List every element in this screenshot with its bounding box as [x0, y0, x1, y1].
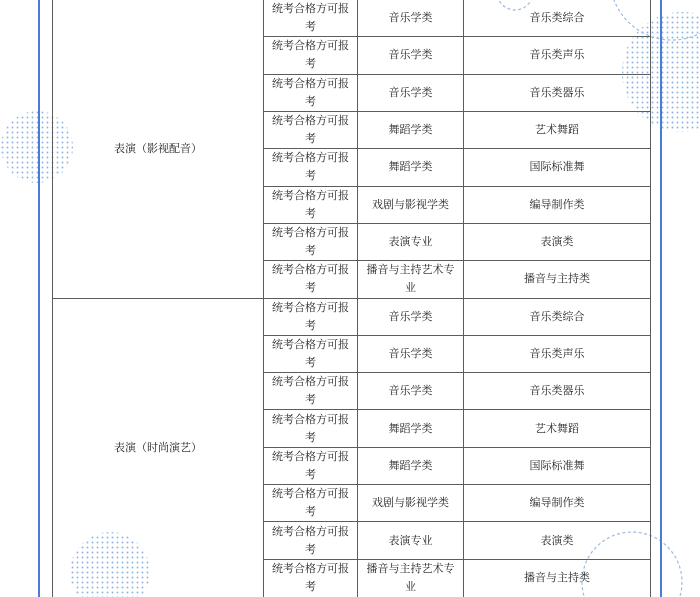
requirement-text: 统考合格方可报考 [272, 487, 349, 519]
requirement-text: 统考合格方可报考 [272, 412, 349, 444]
category-cell [358, 336, 464, 373]
major-cell [53, 0, 264, 299]
requirement-text: 统考合格方可报考 [272, 300, 349, 332]
category-text: 戏剧与影视学类 [372, 496, 449, 510]
requirement-cell [264, 261, 358, 298]
exam-type-text: 音乐类器乐 [529, 384, 585, 398]
exam-type-text: 表演类 [540, 235, 574, 249]
exam-type-text: 音乐类综合 [529, 11, 585, 25]
exam-type-text: 音乐类器乐 [529, 85, 585, 99]
category-text: 音乐学类 [388, 309, 433, 323]
requirement-cell [264, 560, 358, 597]
requirement-cell [264, 187, 358, 224]
category-cell [358, 112, 464, 149]
exam-type-text: 编导制作类 [529, 197, 585, 211]
requirement-text: 统考合格方可报考 [272, 263, 349, 295]
category-text: 播音与主持艺术专业 [366, 562, 455, 594]
category-cell [358, 373, 464, 410]
exam-type-cell [464, 37, 651, 74]
left-border-line [38, 0, 40, 597]
category-cell [358, 560, 464, 597]
requirement-text: 统考合格方可报考 [272, 39, 349, 71]
exam-type-text: 音乐类声乐 [529, 346, 585, 360]
requirement-text: 统考合格方可报考 [272, 449, 349, 481]
requirement-cell [264, 448, 358, 485]
major-cell [53, 299, 264, 597]
exam-type-cell [464, 75, 651, 112]
requirement-text: 统考合格方可报考 [272, 188, 349, 220]
requirement-text: 统考合格方可报考 [272, 2, 349, 34]
category-text: 舞蹈学类 [388, 421, 433, 435]
requirement-text: 统考合格方可报考 [272, 524, 349, 556]
exam-type-cell [464, 522, 651, 559]
requirement-cell [264, 112, 358, 149]
exam-type-text: 音乐类声乐 [529, 48, 585, 62]
requirement-cell [264, 37, 358, 74]
category-cell [358, 261, 464, 298]
category-text: 播音与主持艺术专业 [366, 263, 455, 295]
exam-type-cell [464, 373, 651, 410]
category-text: 舞蹈学类 [388, 160, 433, 174]
right-border-line [660, 0, 662, 597]
requirement-text: 统考合格方可报考 [272, 337, 349, 369]
exam-type-text: 表演类 [540, 533, 574, 547]
requirement-cell [264, 224, 358, 261]
exam-type-cell [464, 448, 651, 485]
exam-type-text: 音乐类综合 [529, 309, 585, 323]
exam-type-cell [464, 560, 651, 597]
requirement-text: 统考合格方可报考 [272, 562, 349, 594]
category-text: 戏剧与影视学类 [372, 197, 449, 211]
exam-type-text: 国际标准舞 [529, 160, 585, 174]
category-text: 音乐学类 [388, 346, 433, 360]
category-text: 音乐学类 [388, 384, 433, 398]
admission-requirements-table [52, 0, 651, 597]
requirement-cell [264, 75, 358, 112]
exam-type-cell [464, 261, 651, 298]
requirement-cell [264, 485, 358, 522]
category-cell [358, 37, 464, 74]
requirement-text: 统考合格方可报考 [272, 76, 349, 108]
category-text: 表演专业 [388, 533, 433, 547]
category-cell [358, 522, 464, 559]
major-text: 表演（时尚演艺） [114, 440, 202, 454]
category-cell [358, 187, 464, 224]
category-text: 舞蹈学类 [388, 123, 433, 137]
exam-type-cell [464, 485, 651, 522]
requirement-text: 统考合格方可报考 [272, 114, 349, 146]
requirement-text: 统考合格方可报考 [272, 151, 349, 183]
exam-type-text: 编导制作类 [529, 496, 585, 510]
requirement-cell [264, 0, 358, 37]
exam-type-cell [464, 336, 651, 373]
exam-type-cell [464, 187, 651, 224]
exam-type-cell [464, 0, 651, 37]
exam-type-text: 艺术舞蹈 [535, 421, 579, 435]
exam-type-text: 播音与主持类 [524, 272, 590, 286]
exam-type-text: 国际标准舞 [529, 458, 585, 472]
exam-type-cell [464, 149, 651, 186]
category-cell [358, 149, 464, 186]
category-text: 舞蹈学类 [388, 458, 433, 472]
requirement-cell [264, 149, 358, 186]
category-cell [358, 410, 464, 447]
exam-type-text: 播音与主持类 [524, 571, 590, 585]
major-text: 表演（影视配音） [114, 141, 202, 155]
requirement-cell [264, 373, 358, 410]
exam-type-cell [464, 224, 651, 261]
category-text: 音乐学类 [388, 85, 433, 99]
category-text: 音乐学类 [388, 11, 433, 25]
category-cell [358, 448, 464, 485]
category-cell [358, 224, 464, 261]
exam-type-text: 艺术舞蹈 [535, 123, 579, 137]
category-cell [358, 0, 464, 37]
exam-type-cell [464, 299, 651, 336]
requirement-cell [264, 299, 358, 336]
requirement-cell [264, 410, 358, 447]
requirement-cell [264, 336, 358, 373]
category-text: 表演专业 [388, 235, 433, 249]
requirement-text: 统考合格方可报考 [272, 226, 349, 258]
exam-type-cell [464, 112, 651, 149]
category-cell [358, 485, 464, 522]
exam-type-cell [464, 410, 651, 447]
requirement-text: 统考合格方可报考 [272, 375, 349, 407]
category-text: 音乐学类 [388, 48, 433, 62]
requirement-cell [264, 522, 358, 559]
category-cell [358, 299, 464, 336]
category-cell [358, 75, 464, 112]
